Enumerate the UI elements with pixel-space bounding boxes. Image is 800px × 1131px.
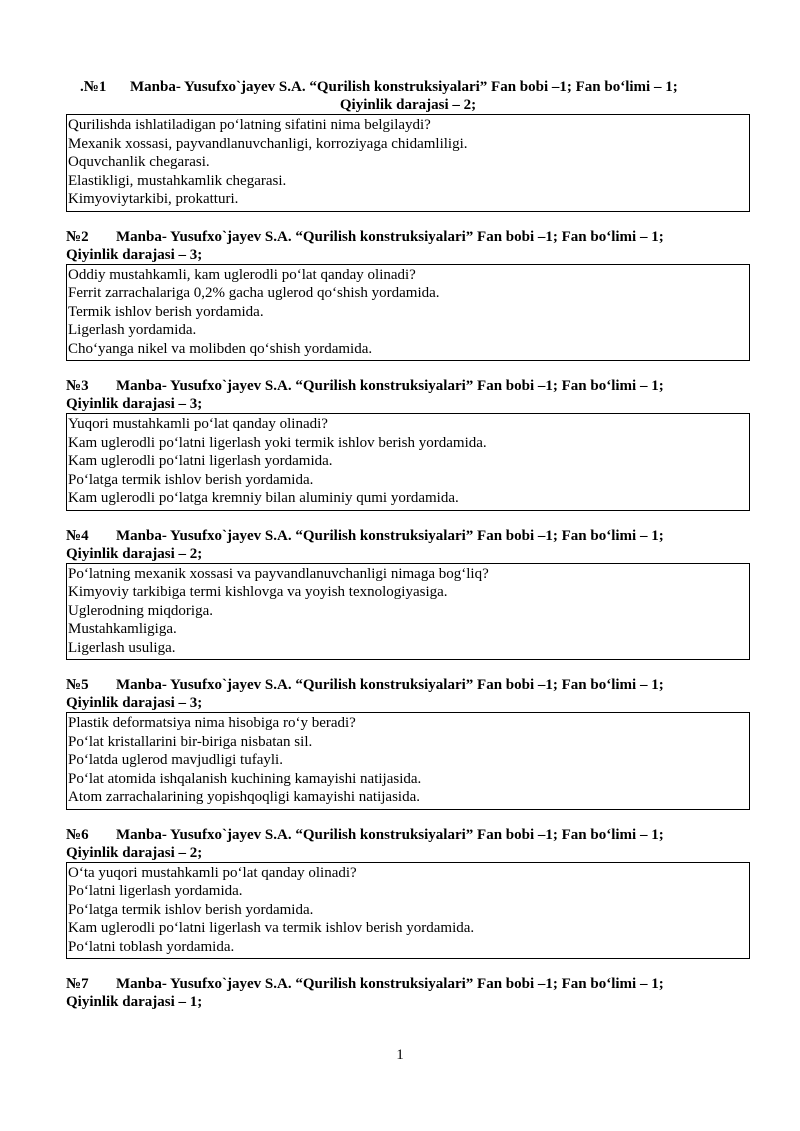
question-number: №5 — [66, 677, 89, 693]
question-box — [66, 563, 750, 661]
answer-option: Kimyoviy tarkibiga termi kishlovga va yoyish texnologiyasiga. — [68, 584, 448, 600]
document-page — [66, 78, 750, 1011]
question-difficulty: Qiyinlik darajasi – 2; — [66, 545, 203, 562]
page-number: 1 — [396, 1047, 404, 1063]
question-difficulty: Qiyinlik darajasi – 3; — [66, 695, 203, 711]
answer-option: Mexanik xossasi, payvandlanuvchanligi, korroziyaga chidamliligi. — [68, 135, 468, 152]
question-number: .№1 — [80, 79, 107, 95]
question-header — [66, 78, 750, 96]
answer-option: Po‘latda uglerod mavjudligi tufayli. — [68, 752, 283, 768]
question-number: №6 — [66, 826, 89, 843]
question-number: №7 — [66, 976, 89, 992]
question-box — [66, 862, 750, 960]
question-text: O‘ta yuqori mustahkamli po‘lat qanday olinadi? — [68, 864, 357, 881]
question-box — [66, 114, 750, 212]
answer-option: Termik ishlov berish yordamida. — [68, 303, 264, 320]
answer-option: Elastikligi, mustahkamlik chegarasi. — [68, 172, 287, 189]
question-difficulty: Qiyinlik darajasi – 1; — [66, 994, 203, 1010]
question-box — [66, 264, 750, 362]
answer-option: Atom zarrachalarining yopishqoqligi kamayishi natijasida. — [68, 789, 420, 805]
answer-option: Uglerodning miqdoriga. — [68, 602, 213, 619]
answer-option: Po‘lat atomida ishqalanish kuchining kamayishi natijasida. — [68, 770, 422, 787]
answer-option: Kam uglerodli po‘latni ligerlash va termik ishlov berish yordamida. — [68, 920, 475, 936]
question-text: Qurilishda ishlatiladigan po‘latning sifatini nima belgilaydi? — [68, 117, 431, 133]
answer-option: Kam uglerodli po‘latni ligerlash yordamida. — [68, 453, 333, 469]
answer-option: Po‘latni ligerlash yordamida. — [68, 883, 243, 899]
question-text: Po‘latning mexanik xossasi va payvandlanuvchanligi nimaga bog‘liq? — [68, 565, 489, 582]
question-source: Manba- Yusufxo`jayev S.A. “Qurilish konstruksiyalari” Fan bobi –1; Fan bo‘limi – 1; — [116, 378, 664, 394]
question-header — [66, 377, 750, 395]
question-source: Manba- Yusufxo`jayev S.A. “Qurilish konstruksiyalari” Fan bobi –1; Fan bo‘limi – 1; — [130, 79, 678, 95]
question-text: Plastik deformatsiya nima hisobiga ro‘y beradi? — [68, 715, 356, 731]
answer-option: Po‘latga termik ishlov berish yordamida. — [68, 471, 314, 488]
answer-option: Ligerlash usuliga. — [68, 639, 176, 656]
question-block-1 — [66, 78, 750, 212]
question-text: Oddiy mustahkamli, kam uglerodli po‘lat qanday olinadi? — [68, 266, 416, 283]
question-source: Manba- Yusufxo`jayev S.A. “Qurilish konstruksiyalari” Fan bobi –1; Fan bo‘limi – 1; — [116, 976, 664, 992]
question-source: Manba- Yusufxo`jayev S.A. “Qurilish konstruksiyalari” Fan bobi –1; Fan bo‘limi – 1; — [116, 527, 664, 544]
answer-option: Ferrit zarrachalariga 0,2% gacha uglerod qo‘shish yordamida. — [68, 285, 440, 301]
answer-option: Po‘lat kristallarini bir-biriga nisbatan sil. — [68, 733, 313, 750]
question-number: №4 — [66, 527, 89, 544]
question-box — [66, 712, 750, 810]
answer-option: Cho‘yanga nikel va molibden qo‘shish yordamida. — [68, 340, 373, 357]
question-source: Manba- Yusufxo`jayev S.A. “Qurilish konstruksiyalari” Fan bobi –1; Fan bo‘limi – 1; — [116, 228, 664, 245]
question-header — [66, 975, 750, 993]
question-block-5 — [66, 676, 750, 810]
question-difficulty: Qiyinlik darajasi – 2; — [66, 844, 203, 861]
answer-option: Ligerlash yordamida. — [68, 322, 197, 338]
answer-option: Po‘latni toblash yordamida. — [68, 938, 235, 955]
question-block-6 — [66, 826, 750, 960]
answer-option: Kam uglerodli po‘latni ligerlash yoki termik ishlov berish yordamida. — [68, 434, 487, 451]
question-block-2 — [66, 228, 750, 362]
question-source: Manba- Yusufxo`jayev S.A. “Qurilish konstruksiyalari” Fan bobi –1; Fan bo‘limi – 1; — [116, 677, 664, 693]
answer-option: Oquvchanlik chegarasi. — [68, 154, 210, 170]
question-difficulty: Qiyinlik darajasi – 2; — [339, 97, 477, 113]
question-block-7 — [66, 975, 750, 1011]
question-block-4 — [66, 527, 750, 661]
answer-option: Mustahkamligiga. — [68, 621, 177, 637]
answer-option: Kam uglerodli po‘latga kremniy bilan aluminiy qumi yordamida. — [68, 490, 459, 506]
question-difficulty: Qiyinlik darajasi – 3; — [66, 246, 203, 263]
question-source: Manba- Yusufxo`jayev S.A. “Qurilish konstruksiyalari” Fan bobi –1; Fan bo‘limi – 1; — [116, 826, 664, 843]
question-header — [66, 676, 750, 694]
answer-option: Kimyoviytarkibi, prokatturi. — [68, 191, 239, 207]
answer-option: Po‘latga termik ishlov berish yordamida. — [68, 901, 314, 918]
question-box — [66, 413, 750, 511]
question-difficulty: Qiyinlik darajasi – 3; — [66, 396, 203, 412]
question-block-3 — [66, 377, 750, 511]
question-text: Yuqori mustahkamli po‘lat qanday olinadi? — [68, 416, 328, 432]
question-header — [66, 826, 750, 844]
question-header — [66, 527, 750, 545]
question-number: №3 — [66, 378, 89, 394]
question-header — [66, 228, 750, 246]
question-number: №2 — [66, 228, 89, 245]
